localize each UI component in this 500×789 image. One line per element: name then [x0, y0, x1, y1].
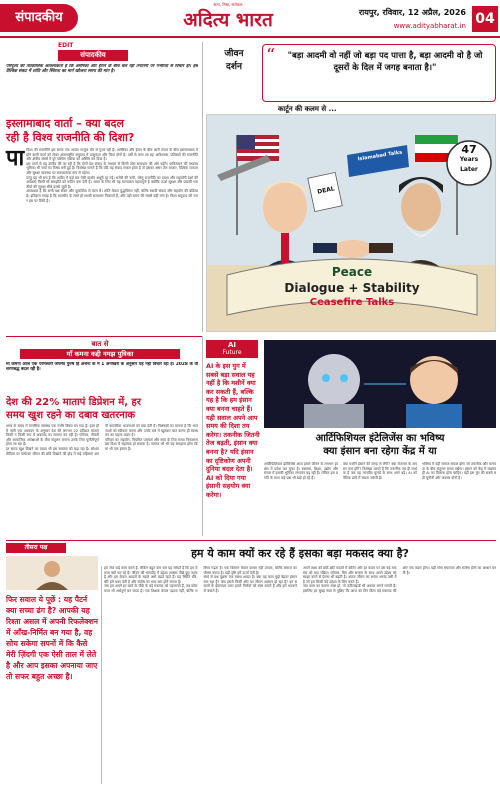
date-line: रायपुर, रविवार, 12 अप्रैल, 2026 [358, 8, 466, 17]
jeevan-label-line1: जीवन [224, 49, 244, 59]
column-divider-3 [101, 566, 102, 784]
peace-label: Peace [331, 265, 373, 279]
editorial-label: संपादकीय [58, 50, 128, 61]
cartoon-panel [206, 114, 496, 332]
jeevan-quote: "बड़ा आदमी वो नहीं जो बड़ा पद पात्ता है, बड़ा आदमी वो है जो दूसरों के दिल में जगह बनाता है।" [287, 50, 483, 72]
editorial-headline-line1: इस्लामाबाद वार्ता – क्या बदल [6, 117, 124, 130]
thinking-person-icon [6, 556, 98, 590]
ai-label-line2: Future [222, 349, 242, 356]
editorial-body-text: विश्व की राजनीति इस समय एक अत्यंत नाजुक दौर से गुजर रही है। अमेरिका और ईरान के बीच जारी तनाव के बीच इस्लामाबाद में होने वाली वार्ता को लेकर अंतरराष्ट्रीय समुदाय में उत्सुकता और चिंता दोनों है। वर्षों से चला आ रहा अविश्वास, प्रतिबंधों की राजनीति और क्षेत्रीय संघर्ष ने पूरे पश्चिम एशिया को अस्थिर कर दिया है। इस वार्ता से यह उम्मीद की जा रही है कि दोनों देश संवाद के माध्यम से किसी ठोस समाधान की ओर बढ़ेंगे। पाकिस्तान की मध्यस्थ भूमिका भी चर्चा का विषय बनी हुई है। विशेषज्ञ मानते हैं कि यदि यह संवाद सफल होता है तो इसका असर तेल बाजार, वैश्विक व्यापार और सुरक्षा व्यवस्था पर सकारात्मक रूप से पड़ेगा। परंतु यह भी सच है कि अतीत में कई बार ऐसी वार्ताएं अधूरी रह गईं। भरोसे की कमी, घरेलू राजनीति का दबाव और सहयोगी देशों की अपेक्षाएं किसी भी समझौते को कठिन बना देती हैं। भारत के लिए भी यह घटनाक्रम महत्वपूर्ण है क्योंकि ऊर्जा सुरक्षा और प्रवासी भारतीयों की सुरक्षा सीधे इससे जुड़ी है। आवश्यक है कि सभी पक्ष संयम और दूरदर्शिता से काम लें। शांति केवल युद्धविराम नहीं, बल्कि स्थायी संवाद और सहयोग की प्रक्रिया है। इतिहास गवाह है कि बातचीत के रास्ते ही स्थायी समाधान निकलते हैं, और यही समय की सबसे बड़ी मांग है। विश्व समुदाय की नजर इस पर टिकी है। [26, 148, 198, 203]
edit-tag: EDIT [58, 42, 74, 49]
ai-illustration [264, 340, 496, 428]
editorial-dropcap: पा [6, 146, 25, 171]
page-number: 04 [472, 6, 498, 32]
years-badge-word: Years [459, 156, 479, 163]
teesra-label: तीसरा पक्ष [6, 543, 66, 553]
baat-se-label: बात से [91, 340, 109, 348]
baat-se-headline-line1: देश की 22% मातापं डिप्रेशन में, हर [6, 397, 141, 408]
years-badge-later: Later [460, 166, 478, 173]
baat-se-body: आज के समय में मानसिक स्वास्थ्य एक गंभीर विषय बन गया है। हाल ही में जारी एक अध्ययन के अनुसार देश की लगभग 22 प्रतिशत माताएं किसी न किसी रूप में अवसाद का सामना कर रही हैं। परिवार, नौकरी और सामाजिक अपेक्षाओं के बीच संतुलन बनाना उनके लिए चुनौतीपूर्ण होता जा रहा है। हर समय खुश दिखने का दबाव भी इस समस्या को बढ़ा रहा है। सोशल मीडिया पर परफेक्ट जीवन की छवि दिखाने की होड़ में कई महिलाएं अपनी वास्तविक भावनाओं को दबा देती हैं। विशेषज्ञों का मानना है कि भावनाओं को स्वीकार करना और उनके बारे में खुलकर बात करना ही स्वस्थ मन का पहला कदम है। परिवार का सहयोग, नियमित परामर्श और स्वयं के लिए समय निकालना इस दिशा में सहायक हो सकता है। समाज को भी यह समझना होगा कि मां भी एक इंसान है। [6, 424, 198, 456]
logo-tagline: सत्य, निष्ठा, सरोकार [213, 2, 243, 7]
editorial-intro: परिदृश्य की तात्कालिक आवश्यकता है कि अमेरिका और ईरान के बीच चल रही तनातनी पर गंभीरता से विचार हो। इस वैश्विक संकट में शांति और स्थिरता का मार्ग खोजना समय की मांग है। [6, 64, 198, 75]
quote-icon: “ [266, 45, 276, 66]
ai-label-line1: AI [227, 341, 237, 349]
editorial-body [6, 148, 198, 286]
baat-se-headline-line2: समय खुश रहने का दबाव खतरनाक [6, 410, 136, 421]
logo-text: अदित्य भारत [183, 9, 273, 31]
editorial-headline [6, 117, 198, 145]
section-title: संपादकीय [0, 4, 78, 32]
dialogue-label: Dialogue + Stability [284, 281, 420, 295]
ceasefire-label: Ceasefire Talks [309, 297, 395, 308]
ai-label [206, 340, 258, 358]
section-rule [6, 336, 202, 337]
ai-pullquote: AI के इस युग में सबसे बड़ा सवाल यह नहीं है कि मशीनें क्या कर सकती हैं, बल्कि यह है कि हम इंसान क्या बनना चाहते हैं। यही सवाल अपने आप समय की दिशा तय करेगा। तकनीक जितनी तेज बढ़ती, इंसान क्या बनना है? यदि इंसान का दृष्टिकोण अपनी दुनिया बदल देता है। AI को दिया गया इंसानी सहयोग क्या करेगा। [206, 362, 260, 499]
quote-box [262, 44, 496, 102]
teesra-headline: हम ये काम क्यों कर रहे हैं इसका बड़ा मकसद क्या है? [191, 547, 409, 560]
islamabad-label: Islamabad Talks [357, 149, 403, 163]
robot-icon [264, 340, 496, 428]
teesra-pullquote: फिर सवाल ये पूछें : यह पैटर्न क्या सच्चा ढंग है? आपकी यह रिश्ता असल में अपनी रिफलेक्शन में आँख-निर्मित बन गया है, वह सोच सकेगा सपनों में कि कैसे मेरी ज़िंदगी एक ऐसी ताल में लेते है और आप इसका अपनाया जाए तो सफर बहुत अच्छा है। [6, 595, 98, 681]
website[interactable]: www.adityabharat.in [393, 22, 466, 30]
ai-headline-line2: क्या इंसान बना रहेगा केंद्र में या [323, 446, 437, 457]
jeevan-darshan-label [212, 46, 256, 72]
cartoon-title: कार्टून की कलम से ... [278, 105, 337, 113]
ai-headline-line1: आर्टिफिशियल इंटेलिजेंस का भविष्य [315, 433, 445, 444]
jeevan-label-line2: दर्शन [226, 62, 242, 72]
ai-body: आर्टिफिशियल इंटेलिजेंस आज हमारे जीवन के लगभग हर क्षेत्र में प्रवेश कर चुका है। स्वास्थ्य, शिक्षा, उद्योग और संचार में इसकी भूमिका लगातार बढ़ रही है। लेकिन इस प्रगति के साथ कई प्रश्न भी खड़े हो रहे हैं। क्या मशीनें इंसान की जगह ले लेंगी? क्या रोजगार के अवसर कम होंगे? विशेषज्ञ मानते हैं कि तकनीक तब ही सार्थक है जब वह मानवीय मूल्यों के साथ आगे बढ़े। AI को नैतिक ढांचे में रखना जरूरी है। भविष्य में वही समाज सफल होगा जो तकनीक और मानवता के बीच संतुलन बनाए रखेगा। इंसान को केंद्र में रखकर ही AI का विकास होना चाहिए। यही इस युग की सबसे बड़ी चुनौती और अवसर दोनों है। [264, 462, 496, 480]
editorial-headline-line2: रही है विश्व राजनीति की दिशा? [6, 131, 135, 144]
ai-headline [264, 432, 496, 458]
baat-se-intro: माँ कमना आज एक परमेश्वरी जगमेव पुरुष हि अर्चना के में 1 अनोखरी के अनुसार यह नहीं विचार रहा है। 2028 के वी चरणबद्ध बदल रही है। [6, 362, 198, 373]
baat-se-headline [6, 396, 200, 422]
baat-se-byline: माँ कमना कद्दी नमझ पुत्रिका [20, 349, 180, 359]
column-divider [202, 42, 203, 332]
teesra-illustration [6, 556, 98, 590]
column-divider-2 [202, 336, 203, 536]
section-rule-2 [6, 540, 496, 541]
years-badge [447, 145, 491, 175]
masthead [0, 0, 500, 38]
teesra-body: हम रोज कई काम करते हैं, लेकिन बहुत कम बार यह सोचते हैं कि हम ये काम क्यों कर रहे हैं। जीवन की भागदौड़ में उद्देश्य अक्सर पीछे छूट जाता है और हम केवल आदतों के सहारे आगे बढ़ते रहते हैं। यह स्थिति धीरे-धीरे हमें थका देती है और संतोष का भाव कम होने लगता है। जब हम अपने हर कार्य के पीछे के बड़े मकसद को पहचानते हैं, तब छोटा काम भी अर्थपूर्ण बन जाता है। एक शिक्षक केवल पढ़ाता नहीं, बल्कि भविष्य गढ़ता है। एक किसान केवल फसल नहीं उगाता, बल्कि समाज का पोषण करता है। यही दृष्टि हमें ऊर्जा देती है। स्वयं से प्रश्न पूछना एक स्वस्थ आदत है। क्या यह काम मुझे बेहतर इंसान बना रहा है? क्या इससे किसी और का जीवन आसान हो रहा है? इन सवालों के ईमानदार उत्तर हमारे निर्णयों को स्पष्ट बनाते हैं और हमें भटकने से बचाते हैं। अपने लक्ष्य को छोटे-छोटे कदमों में बांटिए और हर कदम पर उस बड़े मकसद को याद रखिए। परिवार, मित्र और समाज के साथ अपने उद्देश्य को साझा करने से प्रेरणा भी बढ़ती है। अंततः जीवन का सच्चा आनंद उसी में है जो हम किसी बड़े उद्देश्य के लिए करते हैं। जब काम का कारण स्पष्ट हो, तो कठिनाइयाँ भी अवसर लगने लगती हैं। इसलिए हर सुबह स्वयं से पूछिए कि आज का दिन किस बड़े मकसद की ओर एक कदम होगा। यही सोच सफलता और संतोष दोनों का आधार बनती है। [104, 566, 496, 593]
deal-label: DEAL [316, 185, 336, 196]
logo [168, 2, 288, 34]
years-badge-number: 47 [461, 143, 477, 156]
